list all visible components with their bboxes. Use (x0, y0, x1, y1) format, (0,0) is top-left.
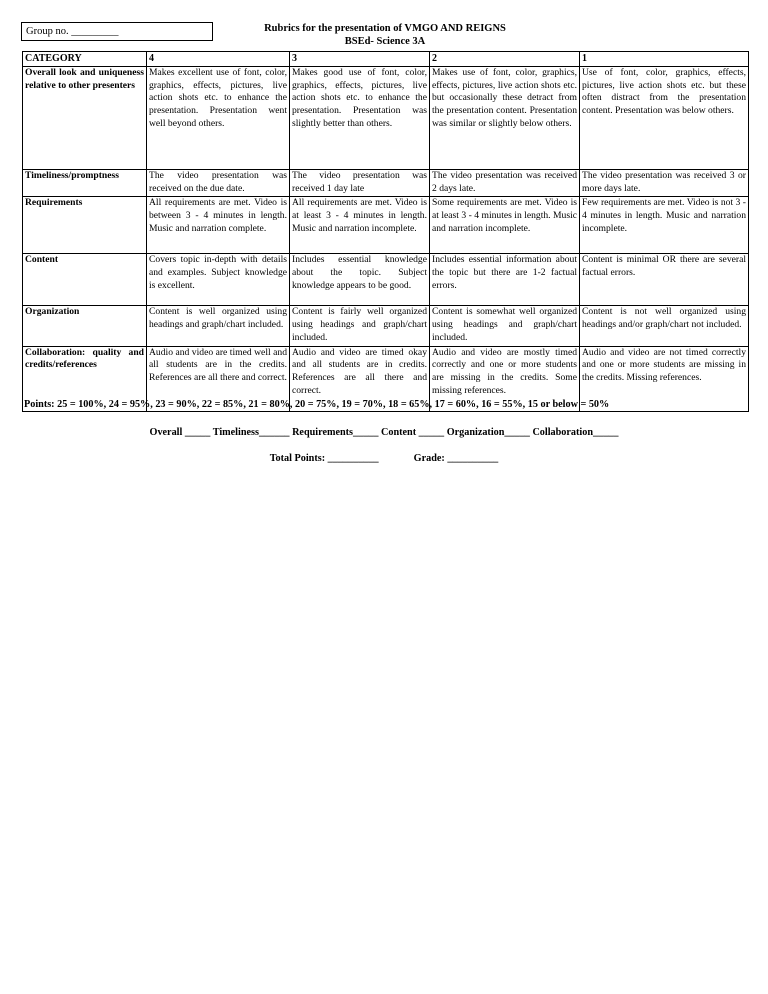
row-category: Requirements (23, 197, 147, 254)
document-title: Rubrics for the presentation of VMGO AND REIGNS (264, 23, 506, 34)
table-cell: The video presentation was received 1 day late (290, 170, 430, 197)
table-cell: Includes essential information about the topic but there are 1-2 factual errors. (430, 254, 580, 306)
row-category: Collaboration: quality and credits/references (23, 346, 147, 411)
table-cell: Some requirements are met. Video is at least 3 - 4 minutes in length. Music and narration incomplete. (430, 197, 580, 254)
table-cell: Few requirements are met. Video is not 3 - 4 minutes in length. Music and narration incomplete. (580, 197, 749, 254)
score-fields-line (0, 427, 768, 438)
column-header-category: CATEGORY (23, 52, 147, 67)
table-cell: Includes essential knowledge about the topic. Subject knowledge appears to be good. (290, 254, 430, 306)
table-cell: Audio and video are timed well and all students are in the credits. References are all there and correct. (147, 346, 290, 411)
table-cell: All requirements are met. Video is at least 3 - 4 minutes in length. Music and narration incomplete. (290, 197, 430, 254)
table-cell: Content is not well organized using headings and/or graph/chart not included. (580, 306, 749, 346)
column-header-3: 3 (290, 52, 430, 67)
table-cell: The video presentation was received on the due date. (147, 170, 290, 197)
document-title-block (230, 22, 540, 48)
column-header-4: 4 (147, 52, 290, 67)
table-header-row (23, 52, 749, 67)
table-cell: Content is somewhat well organized using headings and graph/chart included. (430, 306, 580, 346)
score-field-organization: Organization_____ (446, 427, 530, 438)
score-field-requirements: Requirements_____ (292, 427, 379, 438)
row-category: Organization (23, 306, 147, 346)
table-cell: Audio and video are timed okay and all students are in credits. References are all there and correct. (290, 346, 430, 411)
document-subtitle: BSEd- Science 3A (344, 36, 426, 47)
column-header-2: 2 (430, 52, 580, 67)
row-category: Overall look and uniqueness relative to other presenters (23, 67, 147, 170)
score-field-overall: Overall _____ (149, 427, 211, 438)
table-cell: Makes good use of font, color, graphics, effects, pictures, live action shots etc. to enhance the presentation. Presentation was slightly better than others. (290, 67, 430, 170)
table-cell: Content is fairly well organized using headings and graph/chart included. (290, 306, 430, 346)
table-cell: The video presentation was received 2 days late. (430, 170, 580, 197)
table-cell: All requirements are met. Video is between 3 - 4 minutes in length. Music and narration complete. (147, 197, 290, 254)
row-category: Timeliness/promptness (23, 170, 147, 197)
totals-line (0, 453, 768, 464)
table-row (23, 254, 749, 306)
table-row (23, 306, 749, 346)
table-cell: Covers topic in-depth with details and examples. Subject knowledge is excellent. (147, 254, 290, 306)
table-cell: Use of font, color, graphics, effects, pictures, live action shots etc. but these often distract from the presentation content. Presentation was below others. (580, 67, 749, 170)
total-points-field: Total Points: __________ (269, 453, 379, 464)
score-field-content: Content _____ (381, 427, 445, 438)
table-cell: Content is well organized using headings and graph/chart included. (147, 306, 290, 346)
column-header-1: 1 (580, 52, 749, 67)
grade-field: Grade: __________ (413, 453, 499, 464)
row-category: Content (23, 254, 147, 306)
table-row (23, 67, 749, 170)
table-cell: Makes use of font, color, graphics, effects, pictures, live action shots etc. but occasionally these detract from the presentation content. Presentation was similar or slightly below others. (430, 67, 580, 170)
table-row (23, 170, 749, 197)
table-cell: Audio and video are mostly timed correctly and one or more students are missing in the credits. Some missing references. (430, 346, 580, 411)
group-number-field: Group no. _________ (21, 22, 213, 41)
table-cell: Content is minimal OR there are several factual errors. (580, 254, 749, 306)
table-cell: The video presentation was received 3 or more days late. (580, 170, 749, 197)
rubric-table (22, 51, 749, 412)
table-row (23, 197, 749, 254)
table-cell: Audio and video are not timed correctly and one or more students are missing in the credits. Missing references. (580, 346, 749, 411)
points-scale: Points: 25 = 100%, 24 = 95%, 23 = 90%, 22 = 85%, 21 = 80%, 20 = 75%, 19 = 70%, 18 = 65%, 17 = 60%, 16 = 55%, 15 or below = 50% (24, 399, 610, 410)
table-cell: Makes excellent use of font, color, graphics, effects, pictures, live action shots etc. to enhance the presentation. Presentation went well beyond others. (147, 67, 290, 170)
score-field-timeliness: Timeliness______ (212, 427, 290, 438)
score-field-collaboration: Collaboration_____ (532, 427, 619, 438)
